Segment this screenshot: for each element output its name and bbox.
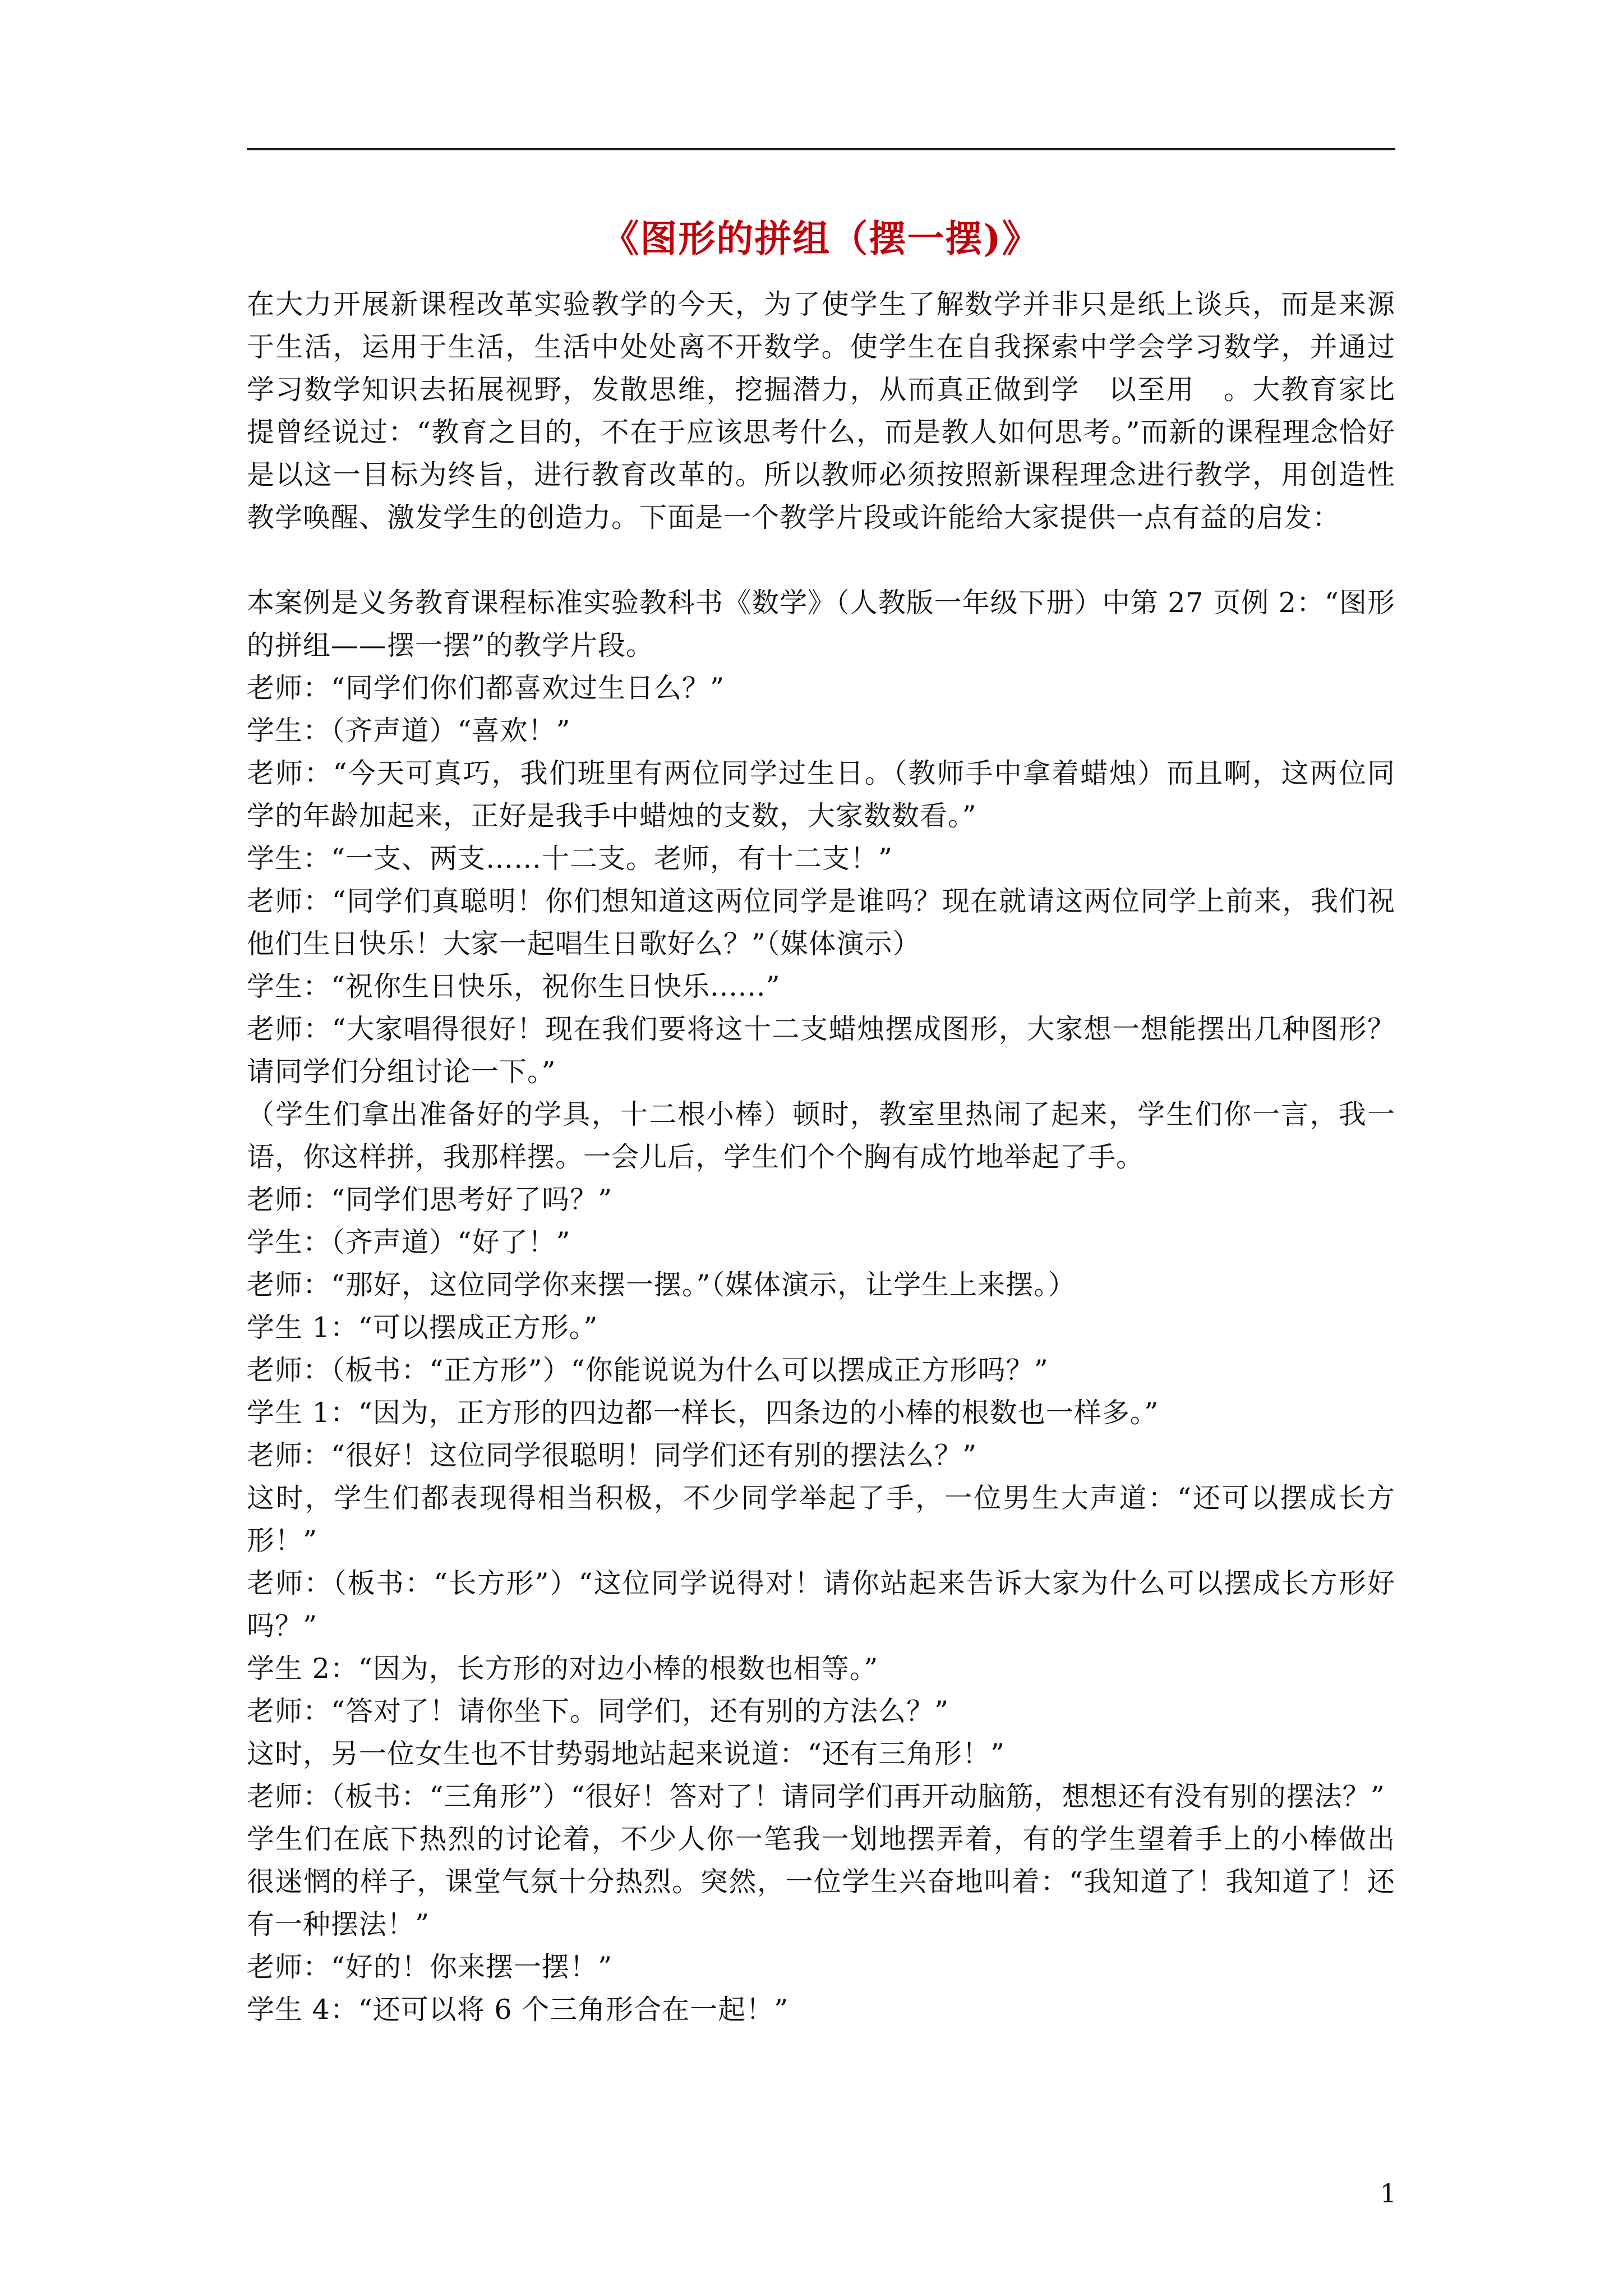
paragraph: 学生 4：“还可以将 6 个三角形合在一起！”	[247, 1994, 789, 2026]
document-title: 《图形的拼组（摆一摆)》	[602, 217, 1040, 260]
paragraph: 学生：（齐声道）“喜欢！”	[247, 715, 571, 747]
paragraph: 老师：“同学们思考好了吗？”	[247, 1184, 613, 1216]
paragraph: 学生：“一支、两支……十二支。老师，有十二支！”	[247, 843, 893, 875]
paragraph: 老师：“大家唱得很好！现在我们要将这十二支蜡烛摆成图形，大家想一想能摆出几种图形？请同学们分组讨论一下。”	[247, 1013, 1395, 1088]
paragraph: 老师：“今天可真巧，我们班里有两位同学过生日。（教师手中拿着蜡烛）而且啊，这两位同学的年龄加起来，正好是我手中蜡烛的支数，大家数数看。”	[247, 757, 1395, 832]
paragraph: 学生 2：“因为，长方形的对边小棒的根数也相等。”	[247, 1653, 879, 1685]
document-body	[247, 283, 1395, 2031]
paragraph: 这时，学生们都表现得相当积极，不少同学举起了手，一位男生大声道：“还可以摆成长方形！”	[247, 1482, 1395, 1557]
intro-paragraph: 在大力开展新课程改革实验教学的今天，为了使学生了解数学并非只是纸上谈兵，而是来源于生活，运用于生活，生活中处处离不开数学。使学生在自我探索中学会学习数学，并通过学习数学知识去拓展视野，发散思维，挖掘潜力，从而真正做到学 以至用 。大教育家比提曾经说过：“教育之目的，不在于应该思考什么，而是教人如何思考。”而新的课程理念恰好是以这一目标为终旨，进行教育改革的。所以教师必须按照新课程理念进行教学，用创造性教学唤醒、激发学生的创造力。下面是一个教学片段或许能给大家提供一点有益的启发：	[247, 288, 1395, 533]
paragraph: 老师：“同学们真聪明！你们想知道这两位同学是谁吗？现在就请这两位同学上前来，我们祝他们生日快乐！大家一起唱生日歌好么？”（媒体演示）	[247, 885, 1395, 960]
header-rule	[247, 148, 1395, 150]
paragraph: 老师：（板书：“正方形”）“你能说说为什么可以摆成正方形吗？”	[247, 1354, 1049, 1386]
paragraph: 学生们在底下热烈的讨论着，不少人你一笔我一划地摆弄着，有的学生望着手上的小棒做出很迷惘的样子，课堂气氛十分热烈。突然，一位学生兴奋地叫着：“我知道了！我知道了！还有一种摆法！”	[247, 1823, 1395, 1940]
paragraph: 老师：“很好！这位同学很聪明！同学们还有别的摆法么？”	[247, 1439, 978, 1471]
paragraph: 学生 1：“因为，正方形的四边都一样长，四条边的小棒的根数也一样多。”	[247, 1397, 1159, 1429]
paragraph: 老师：“好的！你来摆一摆！”	[247, 1951, 613, 1983]
paragraph-gap	[247, 539, 1395, 582]
paragraph: 学生：（齐声道）“好了！”	[247, 1226, 571, 1258]
paragraph: 老师：（板书：“长方形”）“这位同学说得对！请你站起来告诉大家为什么可以摆成长方形好吗？”	[247, 1567, 1395, 1642]
paragraph: 老师：“那好，这位同学你来摆一摆。”（媒体演示，让学生上来摆。）	[247, 1269, 1076, 1301]
paragraph: （学生们拿出准备好的学具，十二根小棒）顿时，教室里热闹了起来，学生们你一言，我一语，你这样拼，我那样摆。一会儿后，学生们个个胸有成竹地举起了手。	[247, 1098, 1395, 1173]
paragraph: 这时，另一位女生也不甘势弱地站起来说道：“还有三角形！”	[247, 1738, 1006, 1770]
paragraph: 本案例是义务教育课程标准实验教科书《数学》（人教版一年级下册）中第 27 页例 2：“图形的拼组——摆一摆”的教学片段。	[247, 587, 1395, 661]
paragraph: 老师：（板书：“三角形”）“很好！答对了！请同学们再开动脑筋，想想还有没有别的摆法？”	[247, 1780, 1385, 1812]
paragraph: 老师：“同学们你们都喜欢过生日么？”	[247, 672, 725, 704]
paragraph: 学生 1：“可以摆成正方形。”	[247, 1312, 598, 1343]
paragraph: 学生：“祝你生日快乐，祝你生日快乐......”	[247, 970, 781, 1002]
page-number: 1	[1380, 2178, 1396, 2208]
paragraph: 老师：“答对了！请你坐下。同学们，还有别的方法么？”	[247, 1695, 949, 1727]
